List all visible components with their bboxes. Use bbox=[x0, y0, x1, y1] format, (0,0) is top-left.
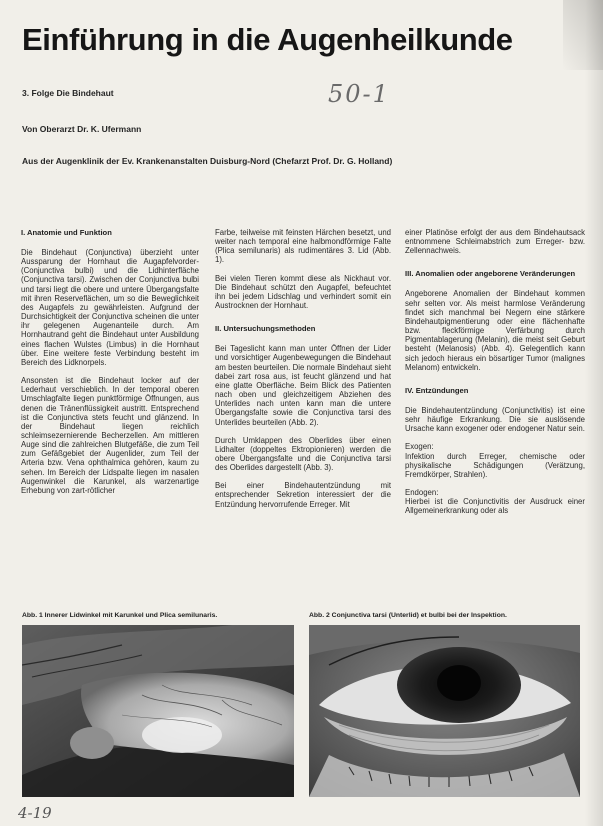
paragraph: Die Bindehaut (Conjunctiva) überzieht unter Aussparung der Hornhaut die Augapfelvorder- (Conjunctiva bulbi) und die Lidhinterfläche (Conjunctiva tarsi). Zwischen der Conjunctiva bulbi und tarsi liegt die obere und untere Übergangsfalte mit ihren Reserveflächen, um so die Beweglichkeit des Augapfels zu gewährleisten. Aufgrund der Durchsichtigkeit der Conjunctiva scheinen die unter ihr gelegenen Augenanteile durch. Am Hornhautrand geht die Bindehaut unter Ausbildung eines flachen Wulstes (Limbus) in die Hornhaut über. Eine weitere feste Verbindung besteht im Bereich des Lidknorpels. bbox=[21, 248, 199, 367]
paragraph: Infektion durch Erreger, chemische oder physikalische Schädigungen (Verätzung, Fremdkörper, Strahlen). bbox=[405, 451, 585, 479]
section-heading-inflammation: IV. Entzündungen bbox=[405, 385, 469, 395]
figure-2-photo bbox=[309, 625, 580, 797]
figure-1-photo bbox=[22, 625, 294, 797]
article-title: Einführung in die Augenheilkunde bbox=[22, 22, 513, 57]
paragraph: Bei Tageslicht kann man unter Öffnen der Lider und vorsichtiger Augenbewegungen die Bindehaut am besten beurteilen. Die normale Bindehaut sieht dabei zart rosa aus, ist feucht glänzend und hat eine glatte Oberfläche. Beim Blick des Patienten nach oben und gleichzeitigem Abziehen des Unterlides nach unten kann man die untere Übergangsfalte sowie die Conjunctiva tarsi des Unterlides beurteilen (Abb. 2). bbox=[215, 344, 391, 427]
section-heading-anomalies: III. Anomalien oder angeborene Veränderungen bbox=[405, 269, 576, 279]
paragraph: Durch Umklappen des Oberlides über einen Lidhalter (doppeltes Ektropionieren) werden die obere Übergangsfalte und die Conjunctiva tarsi des Oberlides dargestellt (Abb. 3). bbox=[215, 435, 391, 473]
text-column-2 bbox=[215, 228, 391, 518]
handwritten-note: 50-1 bbox=[328, 80, 390, 108]
article-subtitle: 3. Folge Die Bindehaut bbox=[22, 88, 114, 98]
section-heading-anatomy: I. Anatomie und Funktion bbox=[21, 228, 112, 237]
paragraph: Ansonsten ist die Bindehaut locker auf der Lederhaut verschieblich. In der temporal oberen Umschlagfalte liegen punktförmige Öffnungen, aus denen die Tränenflüssigkeit austritt. Entsprechend ist die Conjunctiva stets feucht und glänzend. In der Bindehaut liegen reichlich schleimsezernierende Becherzellen. Am mittleren Auge sind die zahlreichen Blutgefäße, die zum Teil zum Gefäßgebiet der Augenlider, zum Teil der Arteria bzw. Vena ophthalmica gehören, kaum zu sehen. Im Bereich der Lidspalte liegen im nasalen Augenwinkel die Karunkel, als warzenartige Erhebung von zart-rötlicher bbox=[21, 376, 199, 495]
figure-2-caption: Abb. 2 Conjunctiva tarsi (Unterlid) et bulbi bei der Inspektion. bbox=[309, 612, 507, 619]
text-column-3 bbox=[405, 228, 585, 524]
eye-corner-illustration bbox=[22, 625, 294, 797]
label-endogen: Endogen: bbox=[405, 487, 439, 497]
handwritten-page-number: 4-19 bbox=[18, 804, 52, 822]
section-heading-methods: II. Untersuchungsmethoden bbox=[215, 324, 316, 334]
paragraph: Bei einer Bindehautentzündung mit entsprechender Sekretion interessiert der die Entzündung hervorrufende Erreger. Mit bbox=[215, 481, 391, 509]
scan-shadow-edge bbox=[585, 0, 603, 826]
text-column-1 bbox=[21, 228, 199, 504]
figure-1-caption: Abb. 1 Innerer Lidwinkel mit Karunkel und Plica semilunaris. bbox=[22, 612, 218, 619]
paragraph: Farbe, teilweise mit feinsten Härchen besetzt, und weiter nach temporal eine halbmondförmige Falte (Plica semilunaris) als rudimentäres 3. Lid (Abb. 1). bbox=[215, 228, 391, 265]
paragraph: Angeborene Anomalien der Bindehaut kommen sehr selten vor. Als meist harmlose Veränderung findet sich manchmal bei Negern eine stärkere Bindehautpigmentierung oder eine flächenhafte bzw. fleckförmige Verfärbung durch Pigmentablagerung (Melanin), die meist seit Geburt besteht (Melanosis) (Abb. 4). Gelegentlich kann sich jedoch hieraus ein bösartiger Tumor (malignes Melanom) entwickeln. bbox=[405, 289, 585, 372]
paragraph: Die Bindehautentzündung (Conjunctivitis) ist eine sehr häufige Erkrankung. Die sie auslösende Ursache kann exogener oder endogener Natur sein. bbox=[405, 405, 585, 434]
paragraph: einer Platinöse erfolgt der aus dem Bindehautsack entnommene Schleimabstrich zum Erreger- bzw. Zellennachweis. bbox=[405, 228, 585, 256]
affiliation-line: Aus der Augenklinik der Ev. Krankenanstalten Duisburg-Nord (Chefarzt Prof. Dr. G. Holland) bbox=[22, 156, 393, 166]
paragraph: Hierbei ist die Conjunctivitis der Ausdruck einer Allgemeinerkrankung oder als bbox=[405, 497, 585, 516]
label-exogen: Exogen: bbox=[405, 442, 434, 452]
paragraph: Bei vielen Tieren kommt diese als Nickhaut vor. Die Bindehaut schützt den Augapfel, befeuchtet ihn bei jedem Lidschlag und verhindert somit ein Austrocknen der Hornhaut. bbox=[215, 273, 391, 311]
everted-lid-illustration bbox=[309, 625, 580, 797]
author-line: Von Oberarzt Dr. K. Ufermann bbox=[22, 124, 142, 134]
